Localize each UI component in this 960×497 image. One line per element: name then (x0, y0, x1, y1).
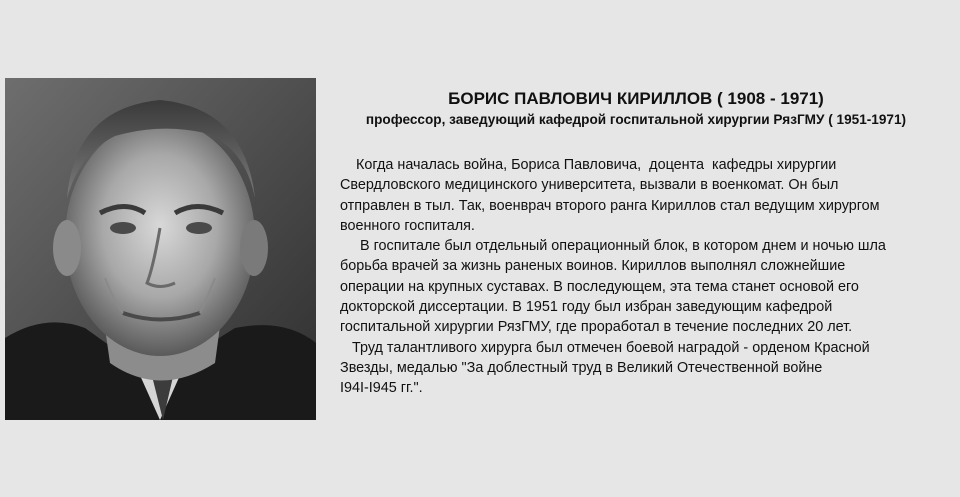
text-line: отправлен в тыл. Так, военврач второго ранга Кириллов стал ведущим хирургом (340, 197, 880, 214)
biography-text (340, 155, 952, 399)
text-line: борьба врачей за жизнь раненых воинов. Кириллов выполнял сложнейшие (340, 258, 846, 275)
text-line: докторской диссертации. В 1951 году был избран заведующим кафедрой (340, 299, 833, 316)
text-line: I94I-I945 гг.". (340, 380, 423, 397)
text-line: Свердловского медицинского университета, вызвали в военкомат. Он был (340, 177, 839, 194)
page-subtitle: профессор, заведующий кафедрой госпитальной хирургии РязГМУ ( 1951-1971) (365, 112, 907, 127)
text-line: В госпитале был отдельный операционный блок, в котором днем и ночью шла (340, 238, 886, 255)
text-line: операции на крупных суставах. В последующем, эта тема станет основой его (340, 278, 859, 295)
text-line: военного госпиталя. (340, 217, 475, 234)
page-title: БОРИС ПАВЛОВИЧ КИРИЛЛОВ ( 1908 - 1971) (448, 89, 824, 108)
text-line: Труд талантливого хирурга был отмечен боевой наградой - орденом Красной (340, 339, 870, 356)
text-line: Когда началась война, Бориса Павловича, доцента кафедры хирургии (340, 157, 837, 173)
portrait-photo (5, 78, 316, 420)
text-line: Звезды, медалью "За доблестный труд в Великий Отечественной войне (340, 359, 823, 376)
text-line: госпитальной хирургии РязГМУ, где проработал в течение последних 20 лет. (340, 319, 853, 336)
